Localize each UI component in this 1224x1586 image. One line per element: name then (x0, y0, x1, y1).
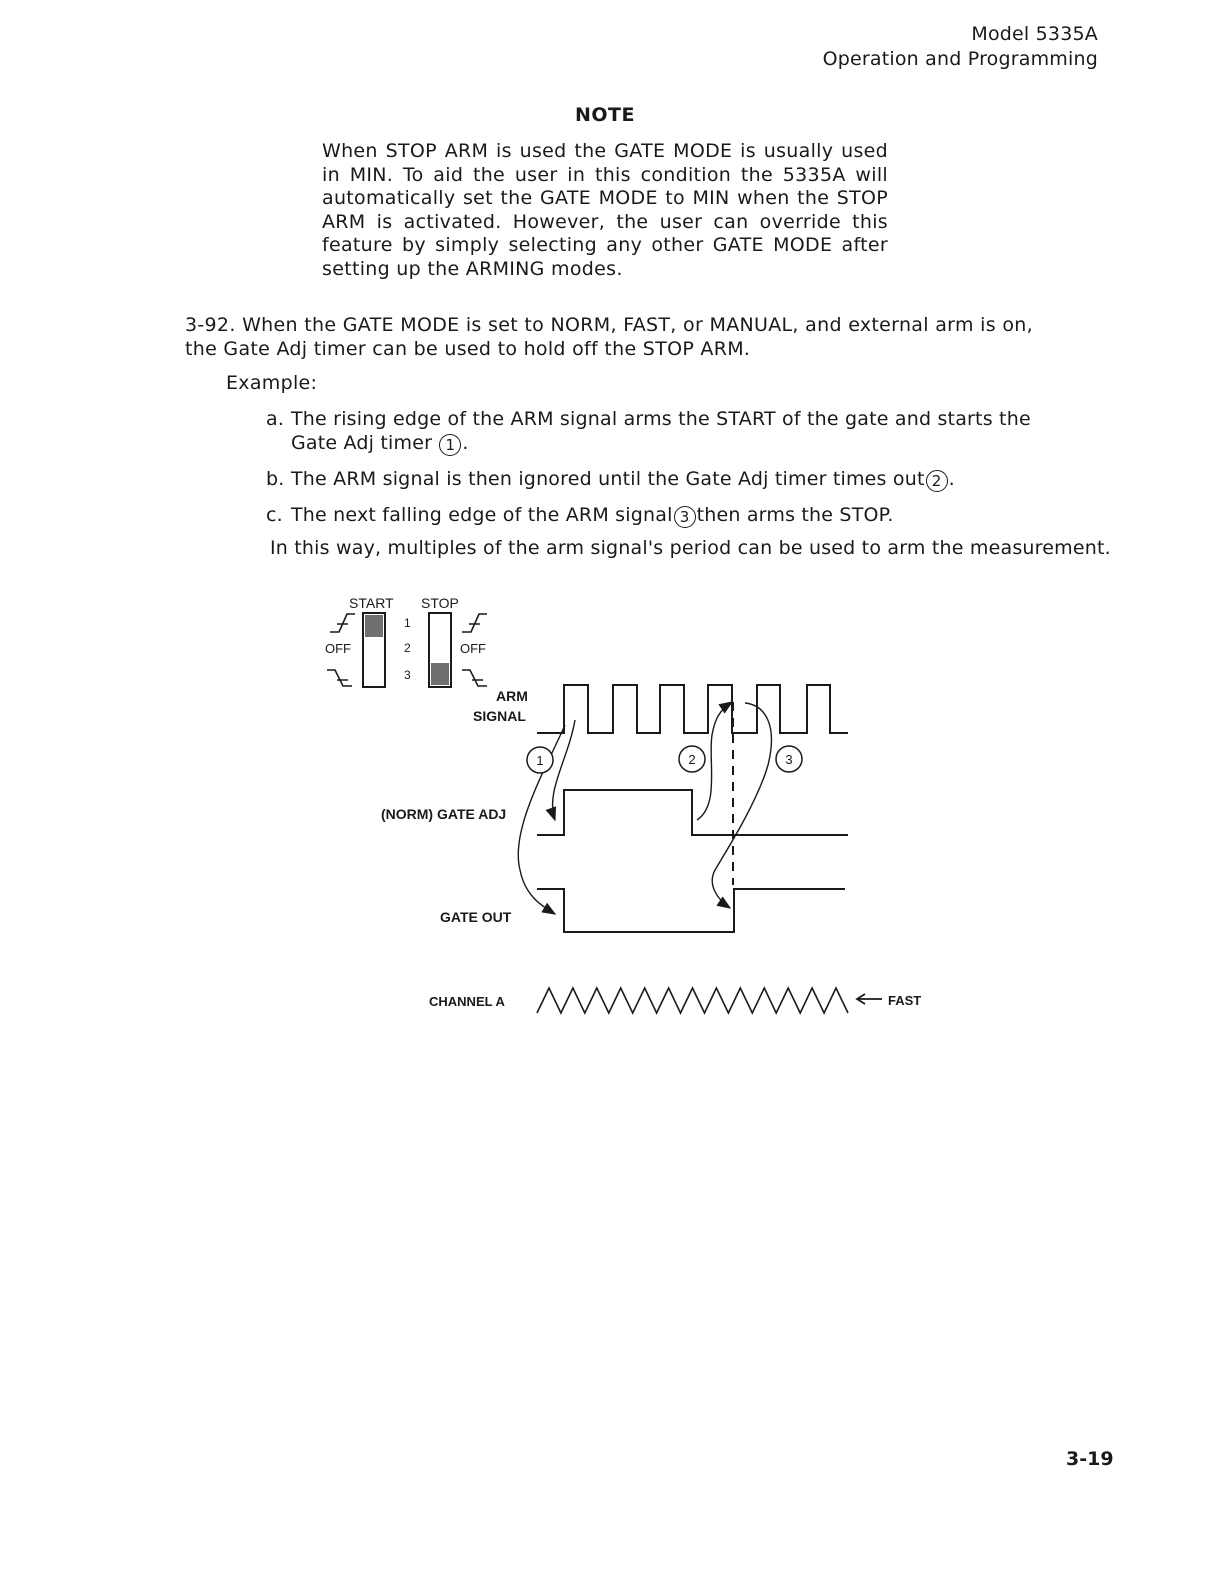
example-label: Example: (226, 372, 318, 394)
item-after: then arms the STOP. (696, 504, 894, 526)
falling-edge-icon (327, 670, 352, 686)
off-right-label: OFF (460, 641, 486, 656)
signal-label: SIGNAL (473, 708, 526, 724)
item-text: The ARM signal is then ignored until the Gate Adj timer times out (291, 468, 925, 490)
off-left-label: OFF (325, 641, 351, 656)
item-letter: b. (266, 468, 285, 490)
circled-marker: 3 (674, 506, 696, 528)
page-number: 3-19 (1066, 1448, 1114, 1470)
model-label: Model 5335A (971, 23, 1098, 45)
item-text: The next falling edge of the ARM signal (291, 504, 673, 526)
channel-a-label: CHANNEL A (429, 994, 505, 1009)
stop-label: STOP (421, 595, 459, 611)
switch-position-3: 3 (404, 668, 411, 682)
item-text: The rising edge of the ARM signal arms the START of the gate and starts the Gate Adj timer (291, 408, 1031, 454)
arm-signal-waveform (537, 685, 848, 733)
note-body: When STOP ARM is used the GATE MODE is usually used in MIN. To aid the user in this condition the 5335A will automatically set the GATE MODE to MIN when the STOP ARM is activated. However, the user can override this feature by simply selecting any other GATE MODE after setting up the ARMING modes. (322, 140, 888, 280)
start-label: START (349, 595, 394, 611)
arm-switch-panel (325, 595, 487, 687)
item-letter: c. (266, 504, 283, 526)
example-summary: In this way, multiples of the arm signal's period can be used to arm the measurement. (270, 537, 1111, 559)
rising-edge-icon (330, 614, 355, 632)
gate-out-label: GATE OUT (440, 909, 512, 925)
section-label: Operation and Programming (822, 48, 1098, 70)
fast-arrow (857, 994, 882, 1004)
gate-out-waveform (537, 889, 845, 932)
circled-marker: 1 (439, 434, 461, 456)
circled-marker: 2 (926, 470, 948, 492)
gate-adj-waveform (537, 790, 848, 835)
item-after: . (948, 468, 955, 490)
switch-position-1: 1 (404, 616, 411, 630)
marker-3-label: 3 (785, 752, 793, 767)
note-title: NOTE (575, 104, 635, 126)
item-after: . (462, 432, 469, 454)
gate-adj-label: (NORM) GATE ADJ (381, 806, 507, 822)
fast-label: FAST (888, 993, 922, 1008)
paragraph-3-92: 3-92. When the GATE MODE is set to NORM, FAST, or MANUAL, and external arm is on, the Gate Adj timer can be used to hold off the STOP ARM. (185, 314, 1033, 360)
stop-switch-lever (431, 663, 449, 685)
marker-1-label: 1 (536, 753, 544, 768)
start-switch-lever (365, 615, 383, 637)
falling-edge-icon (462, 670, 487, 686)
switch-position-2: 2 (404, 641, 411, 655)
marker-2-label: 2 (688, 752, 696, 767)
arm-label: ARM (496, 688, 528, 704)
item-letter: a. (266, 408, 285, 430)
rising-edge-icon (462, 614, 487, 632)
channel-a-waveform (537, 988, 848, 1013)
